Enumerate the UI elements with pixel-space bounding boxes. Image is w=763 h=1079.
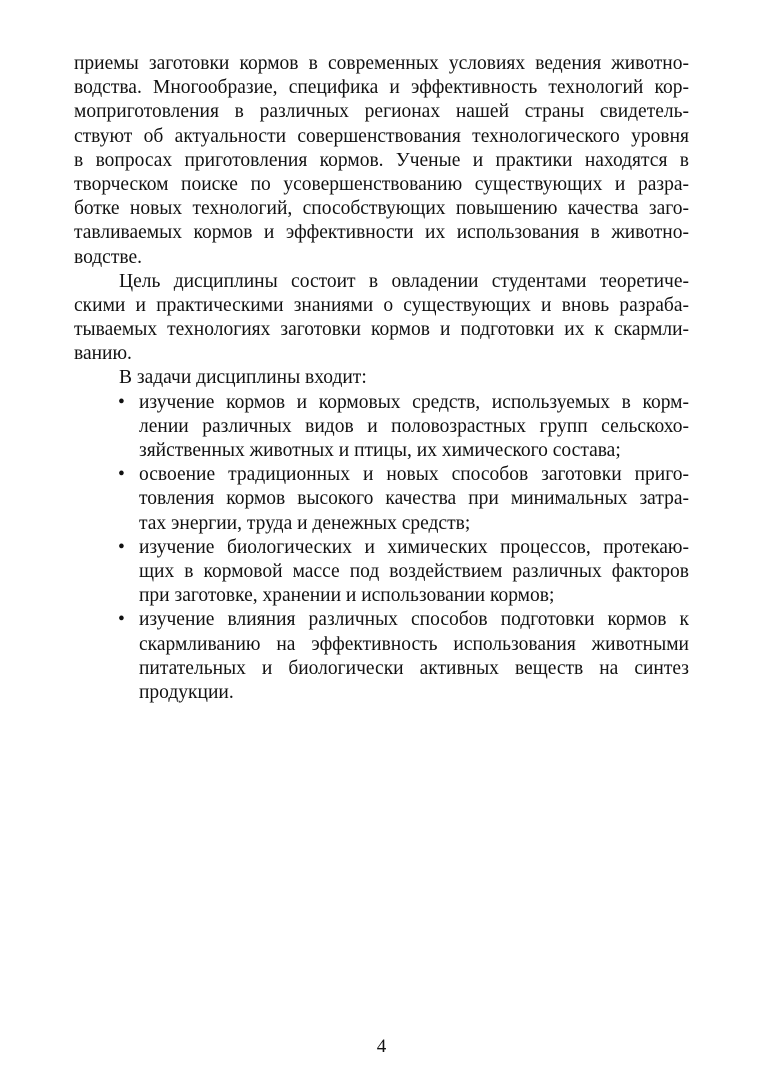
text-line: освоение традиционных и новых способов заготовки приго- bbox=[139, 464, 689, 486]
tasks-list bbox=[74, 391, 689, 705]
text-line: изучение влияния различных способов подготовки кормов к bbox=[139, 609, 689, 631]
bullet-icon: • bbox=[118, 464, 125, 486]
paragraph-tasks-intro bbox=[74, 366, 689, 390]
page-body bbox=[74, 52, 689, 705]
text-line: тываемых технологиях заготовки кормов и подготовки их к скармли- bbox=[74, 319, 689, 341]
list-item bbox=[74, 608, 689, 705]
text-line: тавливаемых кормов и эффективности их использования в животно- bbox=[74, 222, 689, 244]
text-line: ботке новых технологий, способствующих повышению качества заго- bbox=[74, 198, 689, 220]
text-line: творческом поиске по усовершенствованию существующих и разра- bbox=[74, 173, 689, 195]
text-line: лении различных видов и половозрастных групп сельскохо- bbox=[139, 415, 689, 437]
text-line: водстве. bbox=[74, 246, 142, 268]
list-item bbox=[74, 536, 689, 609]
text-line: водства. Многообразие, специфика и эффективность технологий кор- bbox=[74, 77, 689, 99]
list-item bbox=[74, 463, 689, 536]
text-line: в вопросах приготовления кормов. Ученые и практики находятся в bbox=[74, 149, 689, 171]
text-line: при заготовке, хранении и использовании кормов; bbox=[139, 585, 555, 607]
text-line: зяйственных животных и птицы, их химического состава; bbox=[139, 440, 621, 461]
text-line: моприготовления в различных регионах нашей страны свидетель- bbox=[74, 101, 689, 123]
list-item bbox=[74, 391, 689, 464]
bullet-icon: • bbox=[118, 609, 125, 631]
text-line: щих в кормовой массе под воздействием различных факторов bbox=[139, 560, 689, 582]
text-line: питательных и биологически активных веществ на синтез bbox=[139, 657, 689, 679]
text-line: изучение биологических и химических процессов, протекаю- bbox=[139, 536, 689, 558]
text-line: приемы заготовки кормов в современных условиях ведения животно- bbox=[74, 53, 689, 74]
text-line: тах энергии, труда и денежных средств; bbox=[139, 512, 471, 534]
text-line: изучение кормов и кормовых средств, используемых в корм- bbox=[139, 391, 689, 413]
text-line: скармливанию на эффективность использования животными bbox=[139, 633, 689, 655]
paragraph-intro bbox=[74, 52, 689, 270]
text-line: Цель дисциплины состоит в овладении студентами теоретиче- bbox=[119, 270, 689, 292]
paragraph-goal bbox=[74, 270, 689, 367]
page-number: 4 bbox=[376, 1036, 387, 1057]
text-line: товления кормов высокого качества при минимальных затра- bbox=[139, 488, 689, 510]
text-line: скими и практическими знаниями о существующих и вновь разраба- bbox=[74, 294, 689, 316]
bullet-icon: • bbox=[118, 536, 125, 558]
text-line: ствуют об актуальности совершенствования технологического уровня bbox=[74, 125, 689, 147]
text-line: ванию. bbox=[74, 343, 132, 365]
text-line: В задачи дисциплины входит: bbox=[119, 367, 367, 389]
text-line: продукции. bbox=[139, 681, 234, 703]
bullet-icon: • bbox=[118, 391, 125, 413]
